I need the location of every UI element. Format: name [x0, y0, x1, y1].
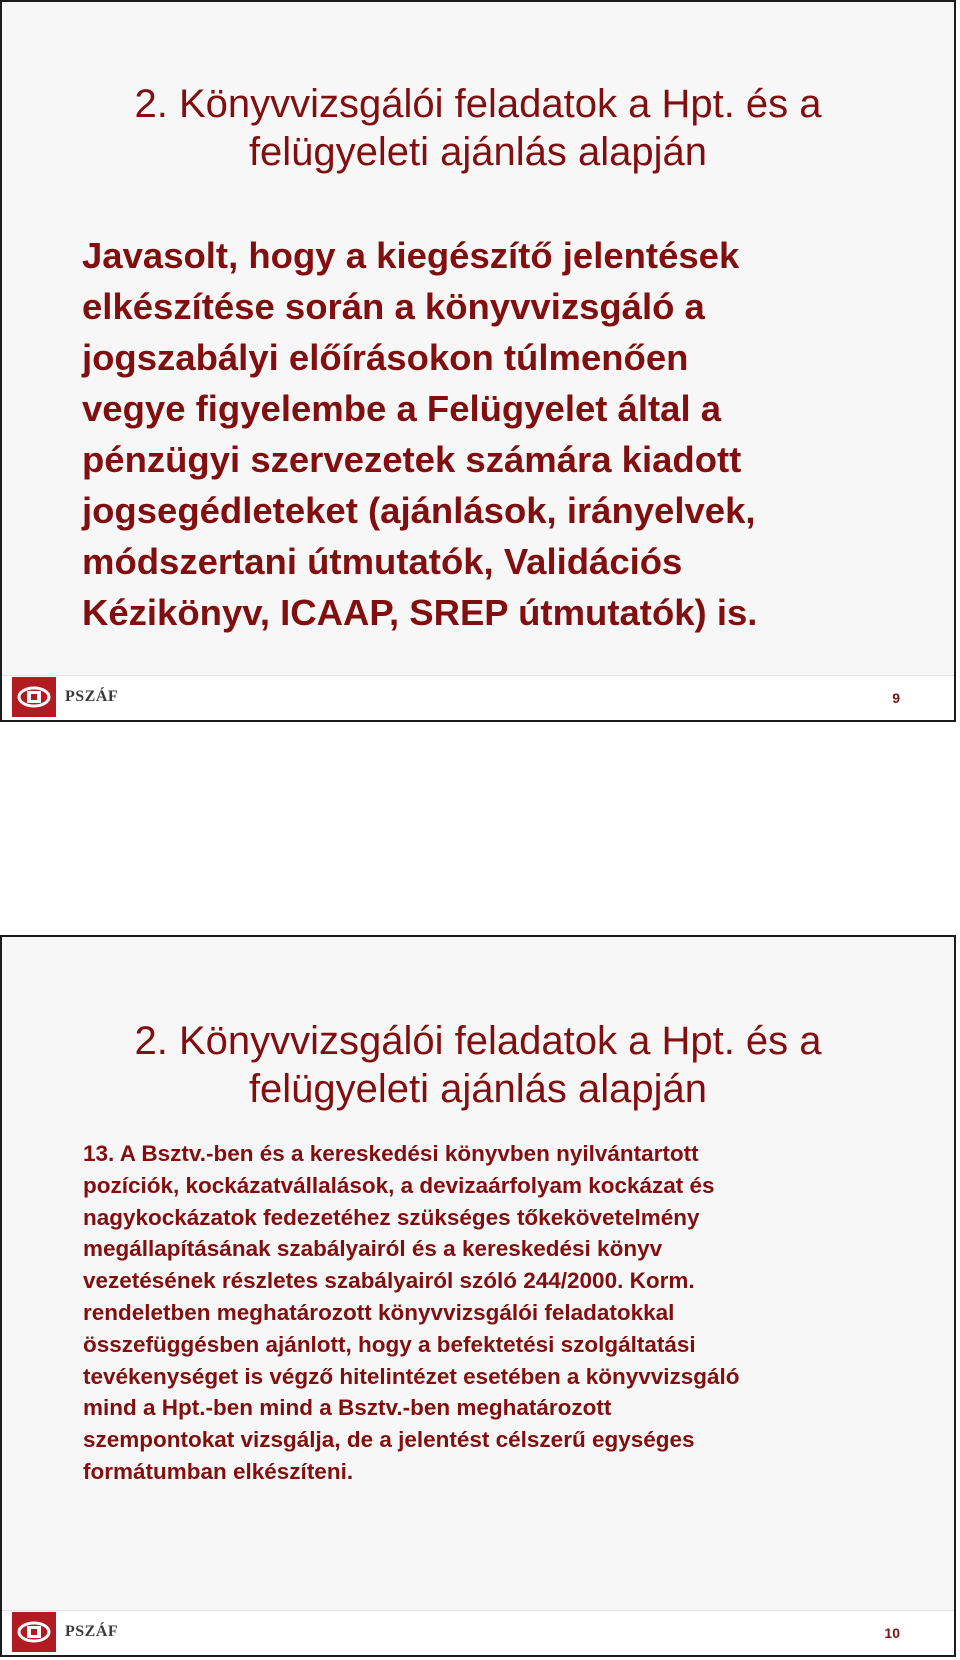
pszaf-logo-icon — [12, 677, 56, 717]
slide-title-text: 2. Könyvvizsgálói feladatok a Hpt. és a felügyeleti ajánlás alapján — [134, 1019, 822, 1111]
slide-title — [2, 1017, 954, 1113]
slide-9 — [0, 0, 956, 722]
footer-brand: PSZÁF — [65, 688, 119, 705]
slide-footer — [2, 1610, 954, 1655]
slide-10 — [0, 935, 956, 1657]
slide-title-text: 2. Könyvvizsgálói feladatok a Hpt. és a felügyeleti ajánlás alapján — [134, 82, 822, 174]
page-number: 9 — [892, 690, 900, 706]
slide-body-text: 13. A Bsztv.-ben és a kereskedési könyvben nyilvántartott pozíciók, kockázatvállalások, a devizaárfolyam kockázat és nagykockázatok fedezetéhez szükséges tőkekövetelmény megállapításának szabályairól és a kereskedési könyv vezetésének részletes szabályairól szóló 244/2000. Korm. rendeletben meghatározott könyvvizsgálói feladatokkal összefüggésben ajánlott, hogy a befektetési szolgáltatási tevékenységet is végző hitelintézet esetében a könyvvizsgáló mind a Hpt.-ben mind a Bsztv.-ben meghatározott szempontokat vizsgálja, de a jelentést célszerű egységes formátumban elkészíteni. — [83, 1141, 740, 1484]
slide-footer — [2, 675, 954, 720]
footer-brand: PSZÁF — [65, 1623, 119, 1640]
pszaf-logo-icon — [12, 1612, 56, 1652]
page-number: 10 — [884, 1625, 900, 1641]
slide-body-text: Javasolt, hogy a kiegészítő jelentések elkészítése során a könyvvizsgáló a jogszabályi előírásokon túlmenően vegye figyelembe a Felügyelet által a pénzügyi szervezetek számára kiadott jogsegédleteket (ajánlások, irányelvek, módszertani útmutatók, Validációs Kézikönyv, ICAAP, SREP útmutatók) is. — [82, 235, 758, 633]
slide-title — [2, 80, 954, 176]
